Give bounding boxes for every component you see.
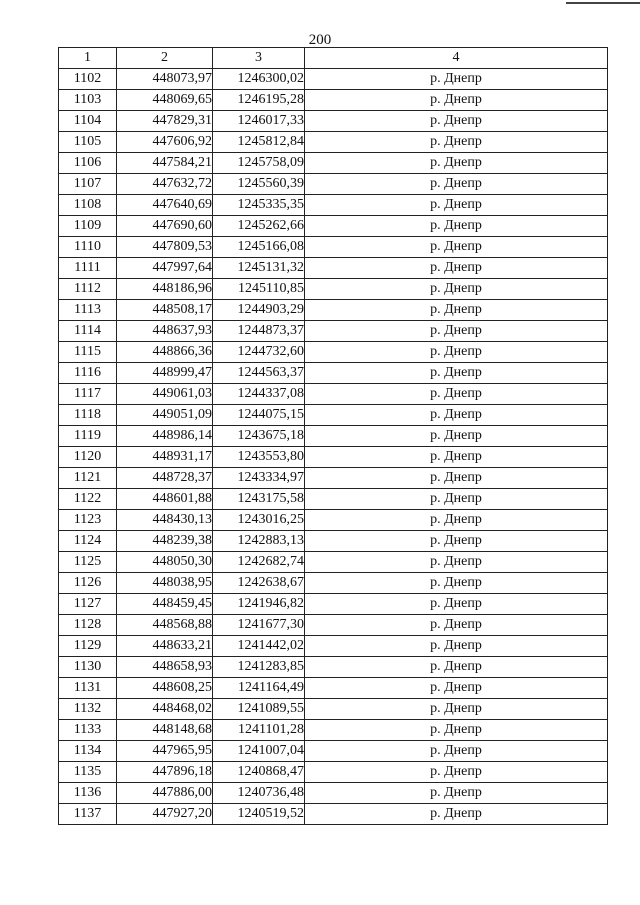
description-cell: р. Днепр (305, 678, 608, 699)
description-cell: р. Днепр (305, 447, 608, 468)
y-coordinate-cell: 1241007,04 (213, 741, 305, 762)
y-coordinate-cell: 1245335,35 (213, 195, 305, 216)
description-cell: р. Днепр (305, 279, 608, 300)
point-number-cell: 1114 (59, 321, 117, 342)
x-coordinate-cell: 448468,02 (117, 699, 213, 720)
point-number-cell: 1124 (59, 531, 117, 552)
table-row (59, 510, 608, 531)
table-row (59, 279, 608, 300)
y-coordinate-cell: 1243334,97 (213, 468, 305, 489)
x-coordinate-cell: 447965,95 (117, 741, 213, 762)
point-number-cell: 1129 (59, 636, 117, 657)
table-row (59, 384, 608, 405)
y-coordinate-cell: 1244563,37 (213, 363, 305, 384)
x-coordinate-cell: 448637,93 (117, 321, 213, 342)
point-number-cell: 1108 (59, 195, 117, 216)
point-number-cell: 1113 (59, 300, 117, 321)
y-coordinate-cell: 1245758,09 (213, 153, 305, 174)
y-coordinate-cell: 1242883,13 (213, 531, 305, 552)
table-row (59, 342, 608, 363)
y-coordinate-cell: 1240519,52 (213, 804, 305, 825)
x-coordinate-cell: 447829,31 (117, 111, 213, 132)
y-coordinate-cell: 1244337,08 (213, 384, 305, 405)
table-row (59, 594, 608, 615)
table-body (59, 69, 608, 825)
x-coordinate-cell: 448866,36 (117, 342, 213, 363)
point-number-cell: 1137 (59, 804, 117, 825)
table-row (59, 174, 608, 195)
y-coordinate-cell: 1245166,08 (213, 237, 305, 258)
x-coordinate-cell: 448608,25 (117, 678, 213, 699)
y-coordinate-cell: 1245262,66 (213, 216, 305, 237)
x-coordinate-cell: 448658,93 (117, 657, 213, 678)
table-row (59, 678, 608, 699)
point-number-cell: 1127 (59, 594, 117, 615)
point-number-cell: 1110 (59, 237, 117, 258)
description-cell: р. Днепр (305, 258, 608, 279)
point-number-cell: 1102 (59, 69, 117, 90)
point-number-cell: 1136 (59, 783, 117, 804)
table-row (59, 804, 608, 825)
point-number-cell: 1121 (59, 468, 117, 489)
x-coordinate-cell: 448601,88 (117, 489, 213, 510)
table-row (59, 69, 608, 90)
y-coordinate-cell: 1240868,47 (213, 762, 305, 783)
x-coordinate-cell: 449051,09 (117, 405, 213, 426)
header-description: 4 (305, 48, 608, 69)
x-coordinate-cell: 448038,95 (117, 573, 213, 594)
description-cell: р. Днепр (305, 237, 608, 258)
description-cell: р. Днепр (305, 636, 608, 657)
table-row (59, 636, 608, 657)
point-number-cell: 1130 (59, 657, 117, 678)
y-coordinate-cell: 1243016,25 (213, 510, 305, 531)
point-number-cell: 1123 (59, 510, 117, 531)
y-coordinate-cell: 1243675,18 (213, 426, 305, 447)
x-coordinate-cell: 448931,17 (117, 447, 213, 468)
description-cell: р. Днепр (305, 615, 608, 636)
table-row (59, 90, 608, 111)
description-cell: р. Днепр (305, 720, 608, 741)
table-row (59, 783, 608, 804)
x-coordinate-cell: 447997,64 (117, 258, 213, 279)
point-number-cell: 1135 (59, 762, 117, 783)
x-coordinate-cell: 447927,20 (117, 804, 213, 825)
table-row (59, 195, 608, 216)
description-cell: р. Днепр (305, 552, 608, 573)
x-coordinate-cell: 448999,47 (117, 363, 213, 384)
point-number-cell: 1133 (59, 720, 117, 741)
description-cell: р. Днепр (305, 405, 608, 426)
description-cell: р. Днепр (305, 69, 608, 90)
y-coordinate-cell: 1241677,30 (213, 615, 305, 636)
description-cell: р. Днепр (305, 531, 608, 552)
y-coordinate-cell: 1244903,29 (213, 300, 305, 321)
y-coordinate-cell: 1246195,28 (213, 90, 305, 111)
description-cell: р. Днепр (305, 384, 608, 405)
point-number-cell: 1112 (59, 279, 117, 300)
point-number-cell: 1119 (59, 426, 117, 447)
x-coordinate-cell: 448633,21 (117, 636, 213, 657)
point-number-cell: 1105 (59, 132, 117, 153)
description-cell: р. Днепр (305, 132, 608, 153)
y-coordinate-cell: 1241442,02 (213, 636, 305, 657)
description-cell: р. Днепр (305, 342, 608, 363)
y-coordinate-cell: 1241089,55 (213, 699, 305, 720)
point-number-cell: 1106 (59, 153, 117, 174)
description-cell: р. Днепр (305, 594, 608, 615)
table-row (59, 657, 608, 678)
point-number-cell: 1120 (59, 447, 117, 468)
point-number-cell: 1125 (59, 552, 117, 573)
y-coordinate-cell: 1240736,48 (213, 783, 305, 804)
description-cell: р. Днепр (305, 489, 608, 510)
description-cell: р. Днепр (305, 90, 608, 111)
y-coordinate-cell: 1242682,74 (213, 552, 305, 573)
x-coordinate-cell: 448430,13 (117, 510, 213, 531)
description-cell: р. Днепр (305, 321, 608, 342)
point-number-cell: 1109 (59, 216, 117, 237)
y-coordinate-cell: 1244075,15 (213, 405, 305, 426)
table-row (59, 111, 608, 132)
point-number-cell: 1128 (59, 615, 117, 636)
x-coordinate-cell: 448728,37 (117, 468, 213, 489)
description-cell: р. Днепр (305, 699, 608, 720)
table-row (59, 741, 608, 762)
x-coordinate-cell: 448148,68 (117, 720, 213, 741)
y-coordinate-cell: 1243553,80 (213, 447, 305, 468)
y-coordinate-cell: 1241164,49 (213, 678, 305, 699)
y-coordinate-cell: 1245131,32 (213, 258, 305, 279)
table-row (59, 426, 608, 447)
y-coordinate-cell: 1243175,58 (213, 489, 305, 510)
x-coordinate-cell: 447896,18 (117, 762, 213, 783)
x-coordinate-cell: 448986,14 (117, 426, 213, 447)
x-coordinate-cell: 447886,00 (117, 783, 213, 804)
y-coordinate-cell: 1246017,33 (213, 111, 305, 132)
point-number-cell: 1131 (59, 678, 117, 699)
table-row (59, 615, 608, 636)
table-row (59, 321, 608, 342)
x-coordinate-cell: 448459,45 (117, 594, 213, 615)
y-coordinate-cell: 1246300,02 (213, 69, 305, 90)
description-cell: р. Днепр (305, 426, 608, 447)
table-row (59, 720, 608, 741)
point-number-cell: 1132 (59, 699, 117, 720)
table-row (59, 300, 608, 321)
y-coordinate-cell: 1245110,85 (213, 279, 305, 300)
description-cell: р. Днепр (305, 804, 608, 825)
point-number-cell: 1134 (59, 741, 117, 762)
y-coordinate-cell: 1244732,60 (213, 342, 305, 363)
point-number-cell: 1116 (59, 363, 117, 384)
y-coordinate-cell: 1245560,39 (213, 174, 305, 195)
x-coordinate-cell: 449061,03 (117, 384, 213, 405)
table-row (59, 531, 608, 552)
description-cell: р. Днепр (305, 783, 608, 804)
header-row (59, 48, 608, 69)
y-coordinate-cell: 1241283,85 (213, 657, 305, 678)
y-coordinate-cell: 1245812,84 (213, 132, 305, 153)
point-number-cell: 1111 (59, 258, 117, 279)
description-cell: р. Днепр (305, 111, 608, 132)
x-coordinate-cell: 447606,92 (117, 132, 213, 153)
y-coordinate-cell: 1241101,28 (213, 720, 305, 741)
description-cell: р. Днепр (305, 174, 608, 195)
x-coordinate-cell: 448069,65 (117, 90, 213, 111)
table-row (59, 363, 608, 384)
header-x-coordinate: 2 (117, 48, 213, 69)
x-coordinate-cell: 447584,21 (117, 153, 213, 174)
x-coordinate-cell: 448186,96 (117, 279, 213, 300)
point-number-cell: 1118 (59, 405, 117, 426)
x-coordinate-cell: 448073,97 (117, 69, 213, 90)
description-cell: р. Днепр (305, 153, 608, 174)
header-y-coordinate: 3 (213, 48, 305, 69)
description-cell: р. Днепр (305, 300, 608, 321)
point-number-cell: 1103 (59, 90, 117, 111)
description-cell: р. Днепр (305, 762, 608, 783)
x-coordinate-cell: 448508,17 (117, 300, 213, 321)
description-cell: р. Днепр (305, 468, 608, 489)
table-row (59, 573, 608, 594)
table-row (59, 258, 608, 279)
description-cell: р. Днепр (305, 573, 608, 594)
point-number-cell: 1122 (59, 489, 117, 510)
table-row (59, 405, 608, 426)
page-number: 200 (308, 32, 332, 48)
point-number-cell: 1115 (59, 342, 117, 363)
x-coordinate-cell: 448568,88 (117, 615, 213, 636)
x-coordinate-cell: 448239,38 (117, 531, 213, 552)
table-row (59, 153, 608, 174)
coordinates-table (58, 47, 608, 825)
y-coordinate-cell: 1241946,82 (213, 594, 305, 615)
table-row (59, 447, 608, 468)
x-coordinate-cell: 447640,69 (117, 195, 213, 216)
y-coordinate-cell: 1242638,67 (213, 573, 305, 594)
header-point-number: 1 (59, 48, 117, 69)
description-cell: р. Днепр (305, 195, 608, 216)
table-row (59, 489, 608, 510)
point-number-cell: 1107 (59, 174, 117, 195)
table-row (59, 552, 608, 573)
y-coordinate-cell: 1244873,37 (213, 321, 305, 342)
description-cell: р. Днепр (305, 510, 608, 531)
table-row (59, 762, 608, 783)
table-header (59, 48, 608, 69)
x-coordinate-cell: 447632,72 (117, 174, 213, 195)
point-number-cell: 1126 (59, 573, 117, 594)
table-row (59, 132, 608, 153)
table-row (59, 699, 608, 720)
description-cell: р. Днепр (305, 216, 608, 237)
x-coordinate-cell: 447809,53 (117, 237, 213, 258)
x-coordinate-cell: 448050,30 (117, 552, 213, 573)
description-cell: р. Днепр (305, 363, 608, 384)
description-cell: р. Днепр (305, 741, 608, 762)
point-number-cell: 1104 (59, 111, 117, 132)
page-corner-mark (566, 2, 640, 4)
description-cell: р. Днепр (305, 657, 608, 678)
table-row (59, 468, 608, 489)
point-number-cell: 1117 (59, 384, 117, 405)
table-row (59, 237, 608, 258)
x-coordinate-cell: 447690,60 (117, 216, 213, 237)
table-row (59, 216, 608, 237)
